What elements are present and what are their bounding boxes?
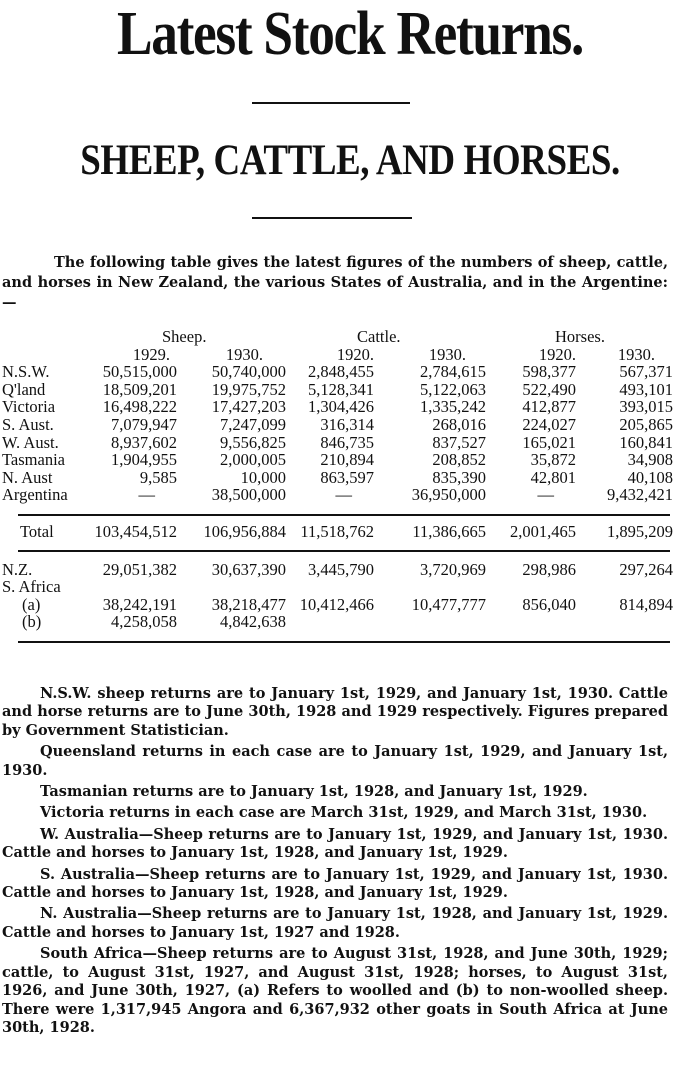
table-cell: 34,908 (627, 450, 673, 470)
total-cell: 11,386,665 (412, 521, 486, 541)
row-label: S. Africa (2, 577, 61, 597)
row-label: Q'land (2, 379, 46, 399)
table-cell: 846,735 (320, 432, 374, 452)
table-cell: 814,894 (619, 594, 673, 614)
year-header-row (0, 346, 700, 364)
total-cell: 106,956,884 (203, 521, 286, 541)
table-cell: 42,801 (530, 467, 576, 487)
total-row (0, 523, 700, 541)
year-header: 1930. (225, 344, 263, 364)
row-label: Argentina (2, 485, 68, 505)
table-cell: 5,122,063 (420, 379, 486, 399)
table-row (0, 469, 700, 487)
group-header-row (0, 328, 700, 346)
table-cell: — (537, 485, 554, 505)
total-cell: 2,001,465 (510, 521, 576, 541)
table-row (0, 561, 700, 579)
table-row (0, 596, 700, 614)
table-cell: 837,527 (432, 432, 486, 452)
row-label: W. Aust. (2, 432, 59, 452)
table-cell: 40,108 (627, 467, 673, 487)
row-label: N.S.W. (2, 362, 50, 382)
intro-paragraph: The following table gives the latest figures of the numbers of sheep, cattle, and horses in New Zealand, the various States of Australia, and in the Argentine:— (2, 254, 668, 311)
table-cell: 4,842,638 (220, 612, 286, 632)
row-label: Tasmania (2, 450, 65, 470)
table-cell: 36,950,000 (411, 485, 486, 505)
year-header: 1929. (132, 344, 170, 364)
table-extra-body (0, 561, 700, 631)
table-cell: 1,304,426 (308, 397, 374, 417)
table-cell: 2,784,615 (420, 362, 486, 382)
table-cell: 567,371 (619, 362, 673, 382)
table-cell: 1,335,242 (420, 397, 486, 417)
table-body (0, 363, 700, 504)
table-cell: 2,848,455 (308, 362, 374, 382)
table-cell: 2,000,005 (220, 450, 286, 470)
table-cell: 50,515,000 (102, 362, 177, 382)
table-cell: 8,937,602 (111, 432, 177, 452)
note-paragraph: N.S.W. sheep returns are to January 1st, 1929, and January 1st, 1930. Cattle and horse returns are to June 30th, 1928 and 1929 respectively. Figures prepared by Government Statistician. (2, 685, 668, 739)
note-paragraph: Victoria returns in each case are March 31st, 1929, and March 31st, 1930. (40, 804, 648, 822)
table-cell: 493,101 (619, 379, 673, 399)
table-cell: 35,872 (530, 450, 576, 470)
group-header-cattle: Cattle. (357, 327, 401, 346)
row-label: (b) (22, 612, 42, 632)
year-header: 1920. (538, 344, 576, 364)
table-cell: 863,597 (320, 467, 374, 487)
table-cell: 29,051,382 (102, 559, 177, 579)
table-cell: 50,740,000 (211, 362, 286, 382)
year-header: 1920. (336, 344, 374, 364)
note-paragraph: W. Australia—Sheep returns are to January 1st, 1929, and January 1st, 1930. Cattle and horses to January 1st, 1928, and January 1st, 1929. (2, 825, 668, 862)
table-cell: 5,128,341 (308, 379, 374, 399)
table-cell: 598,377 (522, 362, 576, 382)
row-label: N.Z. (2, 559, 33, 579)
table-cell: 1,904,955 (111, 450, 177, 470)
total-cell: 103,454,512 (94, 521, 177, 541)
table-cell: 17,427,203 (211, 397, 286, 417)
table-cell: 297,264 (619, 559, 673, 579)
row-label: (a) (22, 594, 41, 614)
table-cell: 16,498,222 (102, 397, 177, 417)
note-paragraph: South Africa—Sheep returns are to August 31st, 1928, and June 30th, 1929; cattle, to August 31st, 1927, and August 31st, 1928; horses, to August 31st, 1926, and June 30th, 1927, (a) Refers to woolled and (b) to non-woolled sheep. There were 1,317,945 Angora and 6,367,932 other goats in South Africa at June 30th, 1928. (2, 945, 668, 1036)
table-cell: 205,865 (619, 414, 673, 434)
table-cell: 19,975,752 (211, 379, 286, 399)
total-label: Total (20, 521, 54, 541)
table-row (0, 578, 700, 596)
table-cell: 30,637,390 (211, 559, 286, 579)
table-cell: 38,500,000 (211, 485, 286, 505)
table-cell: 38,242,191 (102, 594, 177, 614)
table-cell: 165,021 (522, 432, 576, 452)
note-paragraph: S. Australia—Sheep returns are to January 1st, 1929, and January 1st, 1930. Cattle and horses to January 1st, 1928, and January 1st, 1929. (2, 865, 668, 902)
table-cell: 9,556,825 (220, 432, 286, 452)
note-paragraph: Tasmanian returns are to January 1st, 1928, and January 1st, 1929. (40, 783, 588, 801)
row-label: N. Aust (2, 467, 53, 487)
table-cell: 10,412,466 (299, 594, 374, 614)
table-row (0, 398, 700, 416)
group-header-horses: Horses. (555, 327, 605, 346)
row-label: S. Aust. (2, 414, 54, 434)
table-end-rule (18, 641, 670, 643)
total-rule-bottom (18, 550, 670, 552)
subhead-rule (252, 217, 412, 219)
table-cell: 4,258,058 (111, 612, 177, 632)
headline: Latest Stock Returns. (116, 0, 584, 68)
table-row (0, 486, 700, 504)
notes (2, 685, 668, 1040)
table-row (0, 613, 700, 631)
table-cell: 10,000 (240, 467, 286, 487)
year-header: 1930. (617, 344, 655, 364)
table-cell: 224,027 (522, 414, 576, 434)
table-cell: 210,894 (320, 450, 374, 470)
table-cell: 3,445,790 (308, 559, 374, 579)
headline-rule (252, 102, 410, 104)
table-cell: 298,986 (522, 559, 576, 579)
table-cell: 3,720,969 (420, 559, 486, 579)
table-cell: 160,841 (619, 432, 673, 452)
total-cell: 1,895,209 (607, 521, 673, 541)
table-cell: 18,509,201 (102, 379, 177, 399)
table-cell: 393,015 (619, 397, 673, 417)
year-header: 1930. (428, 344, 466, 364)
table-cell: — (138, 485, 155, 505)
table-cell: 7,079,947 (111, 414, 177, 434)
table-row (0, 434, 700, 452)
note-paragraph: N. Australia—Sheep returns are to January 1st, 1928, and January 1st, 1929. Cattle and horses to January 1st, 1927 and 1928. (2, 905, 668, 941)
table-cell: 316,314 (320, 414, 374, 434)
table-cell: 522,490 (522, 379, 576, 399)
table-cell: 38,218,477 (211, 594, 286, 614)
table-row (0, 451, 700, 469)
stock-table (0, 328, 700, 643)
table-row (0, 416, 700, 434)
table-cell: 7,247,099 (220, 414, 286, 434)
table-cell: 10,477,777 (411, 594, 486, 614)
table-cell: — (335, 485, 352, 505)
table-cell: 268,016 (432, 414, 486, 434)
group-header-sheep: Sheep. (162, 327, 207, 346)
subhead: SHEEP, CATTLE, AND HORSES. (80, 137, 620, 184)
table-row (0, 363, 700, 381)
total-cell: 11,518,762 (300, 521, 374, 541)
table-cell: 412,877 (522, 397, 576, 417)
table-cell: 856,040 (522, 594, 576, 614)
total-rule-top (18, 514, 670, 516)
table-cell: 835,390 (432, 467, 486, 487)
table-cell: 9,432,421 (607, 485, 673, 505)
note-paragraph: Queensland returns in each case are to January 1st, 1929, and January 1st, 1930. (2, 743, 668, 779)
table-cell: 208,852 (432, 450, 486, 470)
table-row (0, 381, 700, 399)
table-cell: 9,585 (139, 467, 177, 487)
row-label: Victoria (2, 397, 56, 417)
